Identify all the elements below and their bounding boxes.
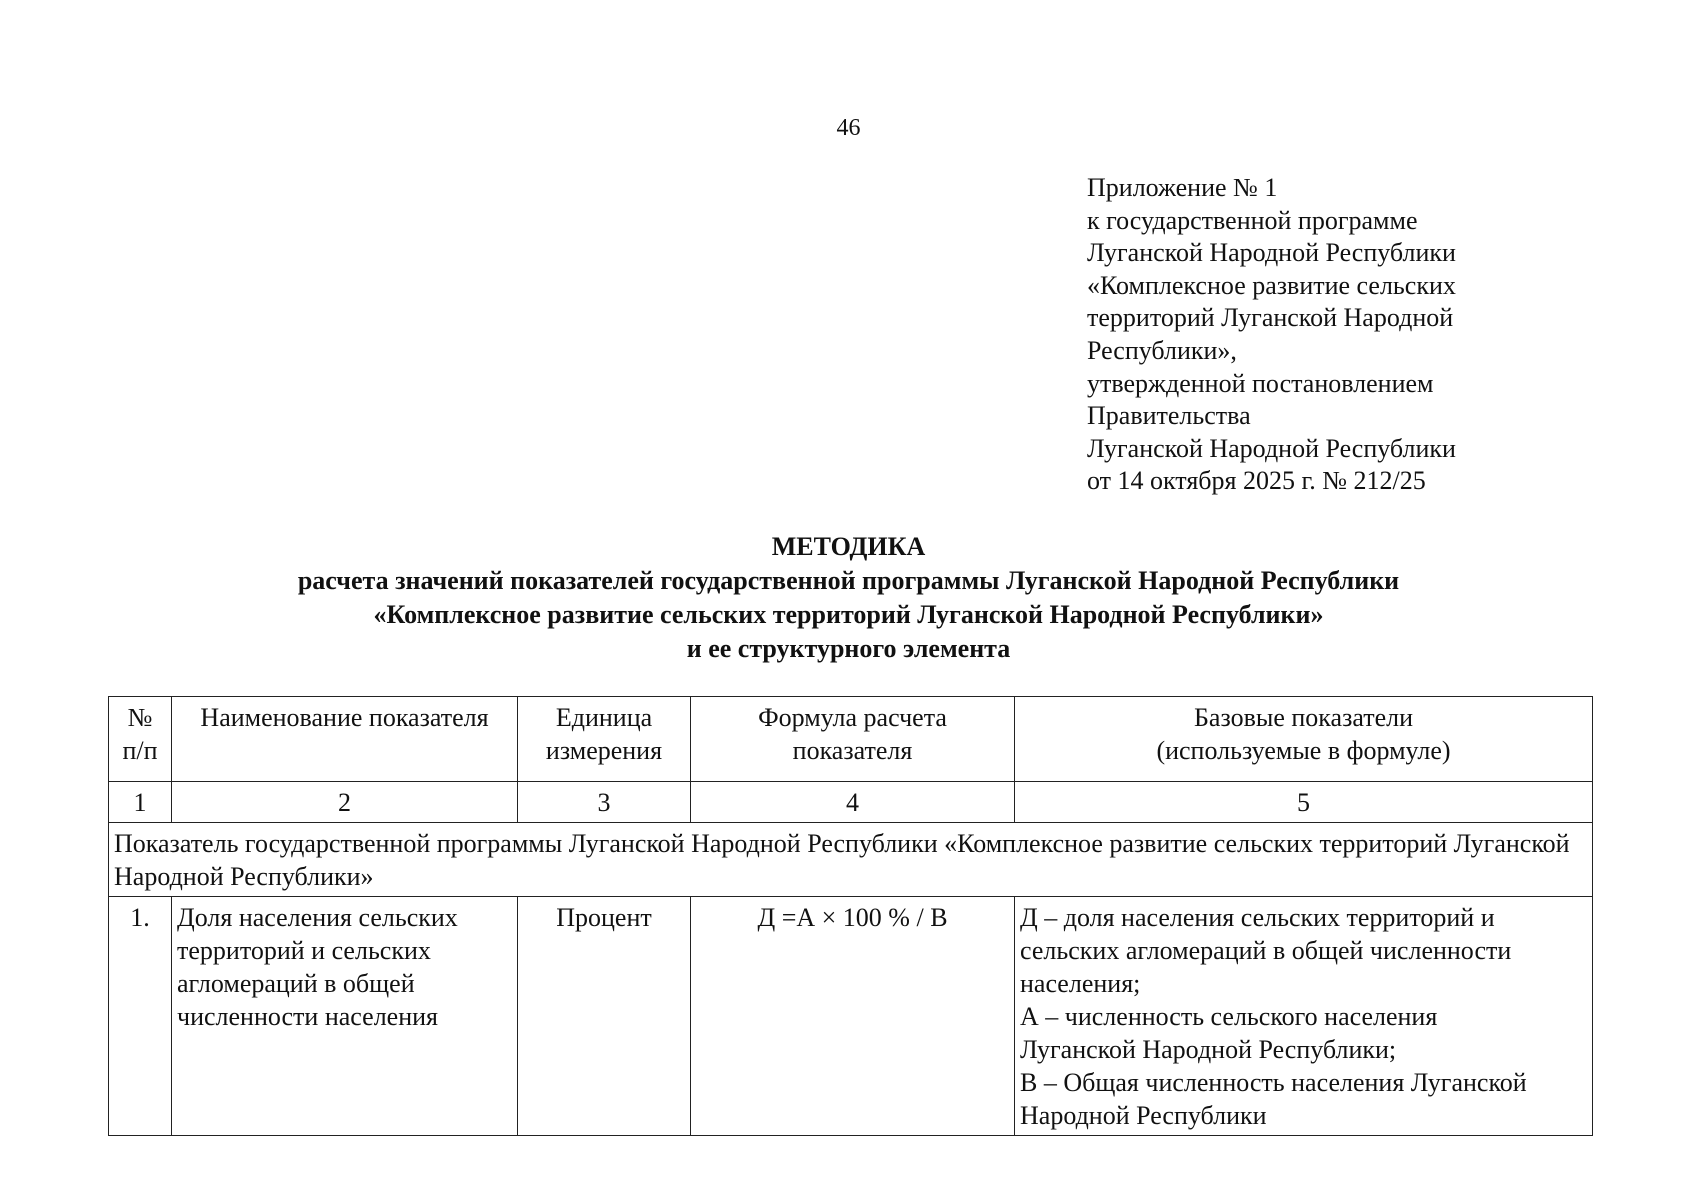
appendix-line: к государственной программе: [1087, 205, 1418, 235]
indicator-formula: Д =А × 100 % / В: [691, 897, 1015, 1136]
appendix-line: Правительства: [1087, 401, 1251, 431]
column-number-cell: 5: [1015, 782, 1593, 823]
table-header-row: [109, 697, 1593, 782]
section-row: [109, 823, 1593, 897]
header-cell-unit: Единица измерения: [518, 697, 691, 782]
appendix-line: утвержденной постановлением: [1087, 368, 1434, 398]
column-number-cell: 2: [172, 782, 518, 823]
header-cell-number: № п/п: [109, 697, 172, 782]
appendix-line: Луганской Народной Республики: [1087, 433, 1456, 463]
appendix-line: от 14 октября 2025 г. № 212/25: [1087, 466, 1426, 496]
indicator-unit: Процент: [518, 897, 691, 1136]
column-number-cell: 4: [691, 782, 1015, 823]
title-heading: МЕТОДИКА: [771, 532, 926, 561]
appendix-line: «Комплексное развитие сельских: [1087, 270, 1456, 300]
header-cell-name: Наименование показателя: [172, 697, 518, 782]
column-number-cell: 3: [518, 782, 691, 823]
row-number: 1.: [109, 897, 172, 1136]
section-title: Показатель государственной программы Луганской Народной Республики «Комплексное развитие сельских территорий Луганской Народной Республики»: [109, 823, 1593, 897]
title-line: расчета значений показателей государственной программы Луганской Народной Республики: [297, 566, 1400, 595]
column-number-cell: 1: [109, 782, 172, 823]
appendix-line: Республики»,: [1087, 335, 1237, 365]
indicator-base-values: Д – доля населения сельских территорий и сельских агломераций в общей численности населения; А – численность сельского населения Луганской Народной Республики; В – Общая численность населения Луганской Народной Республики: [1015, 897, 1593, 1136]
header-cell-base: Базовые показатели (используемые в формуле): [1015, 697, 1593, 782]
appendix-line: Приложение № 1: [1087, 173, 1278, 202]
header-cell-formula: Формула расчета показателя: [691, 697, 1015, 782]
appendix-line: территорий Луганской Народной: [1087, 303, 1454, 333]
appendix-line: Луганской Народной Республики: [1087, 238, 1456, 268]
title-line: и ее структурного элемента: [686, 634, 1011, 663]
column-number-row: [109, 782, 1593, 823]
appendix-block: [1087, 172, 1647, 498]
indicator-name: Доля населения сельских территорий и сельских агломераций в общей численности населения: [172, 897, 518, 1136]
indicators-table: [108, 696, 1593, 1136]
page-number: 46: [836, 115, 861, 141]
document-title: [0, 530, 1697, 666]
title-line: «Комплексное развитие сельских территорий Луганской Народной Республики»: [373, 600, 1324, 629]
table-row: [109, 897, 1593, 1136]
